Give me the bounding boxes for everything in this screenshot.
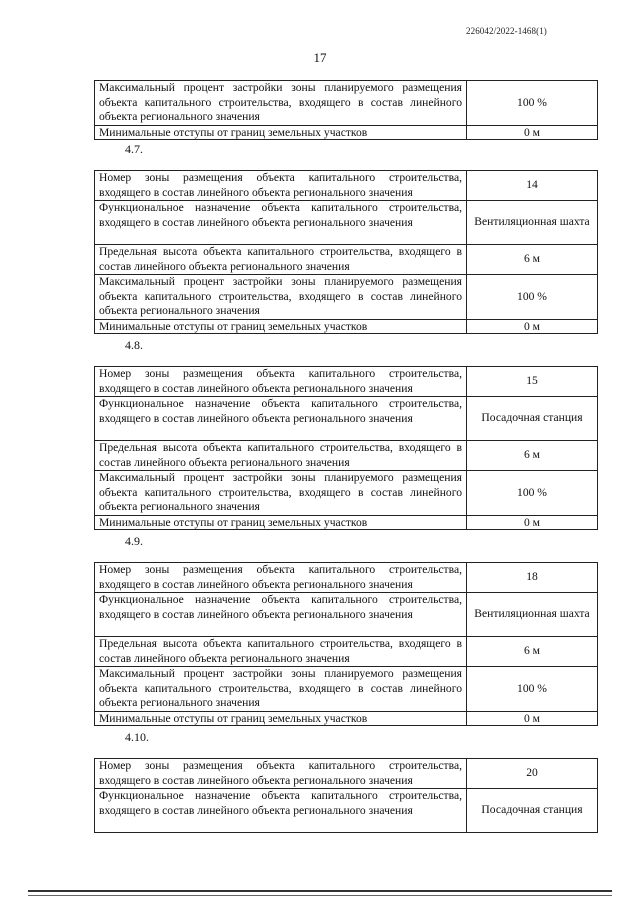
table-row (95, 319, 598, 333)
max-percent-label: Максимальный процент застройки зоны планируемого размещения объекта капитального строительства, входящего в состав линейного объекта регионального значения (95, 471, 467, 516)
table-row (95, 637, 598, 667)
table-row (95, 667, 598, 712)
table-row (95, 711, 598, 725)
table-row (95, 593, 598, 637)
table-row (95, 201, 598, 245)
max-percent-value: 100 % (467, 667, 598, 712)
table-row (95, 171, 598, 201)
max-percent-value: 100 % (467, 81, 598, 126)
max-height-label: Предельная высота объекта капитального строительства, входящего в состав линейного объекта регионального значения (95, 441, 467, 471)
table-row (95, 759, 598, 789)
page-bottom-rule (28, 890, 612, 892)
table-row (95, 471, 598, 516)
function-label: Функциональное назначение объекта капитального строительства, входящего в состав линейного объекта регионального значения (95, 397, 467, 441)
table-row (95, 515, 598, 529)
function-value: Вентиляционная шахта (467, 201, 598, 245)
min-indent-value: 0 м (467, 711, 598, 725)
zone-number-label: Номер зоны размещения объекта капитального строительства, входящего в состав линейного объекта регионального значения (95, 759, 467, 789)
section-number: 4.9. (125, 534, 143, 548)
table-row (95, 441, 598, 471)
continuation-table (94, 80, 598, 140)
table-row (95, 125, 598, 139)
section-number: 4.10. (125, 730, 149, 744)
zone-table (94, 170, 598, 334)
max-percent-value: 100 % (467, 275, 598, 320)
max-percent-label: Максимальный процент застройки зоны планируемого размещения объекта капитального строительства, входящего в состав линейного объекта регионального значения (95, 81, 467, 126)
function-label: Функциональное назначение объекта капитального строительства, входящего в состав линейного объекта регионального значения (95, 789, 467, 833)
zone-number-label: Номер зоны размещения объекта капитального строительства, входящего в состав линейного объекта регионального значения (95, 563, 467, 593)
table-row (95, 81, 598, 126)
function-value: Посадочная станция (467, 789, 598, 833)
max-height-value: 6 м (467, 441, 598, 471)
table-row (95, 245, 598, 275)
table-row (95, 367, 598, 397)
max-percent-label: Максимальный процент застройки зоны планируемого размещения объекта капитального строительства, входящего в состав линейного объекта регионального значения (95, 275, 467, 320)
section-number: 4.8. (125, 338, 143, 352)
min-indent-label: Минимальные отступы от границ земельных участков (95, 125, 467, 139)
table-row (95, 563, 598, 593)
zone-number-value: 15 (467, 367, 598, 397)
page-number: 17 (313, 50, 327, 65)
function-label: Функциональное назначение объекта капитального строительства, входящего в состав линейного объекта регионального значения (95, 593, 467, 637)
section-number: 4.7. (125, 142, 143, 156)
min-indent-value: 0 м (467, 125, 598, 139)
table-row (95, 275, 598, 320)
page-bottom-rule (28, 895, 612, 896)
function-label: Функциональное назначение объекта капитального строительства, входящего в состав линейного объекта регионального значения (95, 201, 467, 245)
min-indent-value: 0 м (467, 515, 598, 529)
min-indent-label: Минимальные отступы от границ земельных участков (95, 515, 467, 529)
zone-table (94, 562, 598, 726)
zone-number-value: 18 (467, 563, 598, 593)
function-value: Вентиляционная шахта (467, 593, 598, 637)
function-value: Посадочная станция (467, 397, 598, 441)
min-indent-value: 0 м (467, 319, 598, 333)
min-indent-label: Минимальные отступы от границ земельных участков (95, 711, 467, 725)
table-row (95, 789, 598, 833)
zone-number-label: Номер зоны размещения объекта капитального строительства, входящего в состав линейного объекта регионального значения (95, 367, 467, 397)
max-height-value: 6 м (467, 637, 598, 667)
zone-number-label: Номер зоны размещения объекта капитального строительства, входящего в состав линейного объекта регионального значения (95, 171, 467, 201)
max-height-label: Предельная высота объекта капитального строительства, входящего в состав линейного объекта регионального значения (95, 245, 467, 275)
zone-number-value: 20 (467, 759, 598, 789)
table-row (95, 397, 598, 441)
min-indent-label: Минимальные отступы от границ земельных участков (95, 319, 467, 333)
max-height-label: Предельная высота объекта капитального строительства, входящего в состав линейного объекта регионального значения (95, 637, 467, 667)
max-percent-label: Максимальный процент застройки зоны планируемого размещения объекта капитального строительства, входящего в состав линейного объекта регионального значения (95, 667, 467, 712)
document-id: 226042/2022-1468(1) (466, 26, 547, 36)
zone-number-value: 14 (467, 171, 598, 201)
zone-table (94, 758, 598, 833)
max-percent-value: 100 % (467, 471, 598, 516)
zone-table (94, 366, 598, 530)
max-height-value: 6 м (467, 245, 598, 275)
